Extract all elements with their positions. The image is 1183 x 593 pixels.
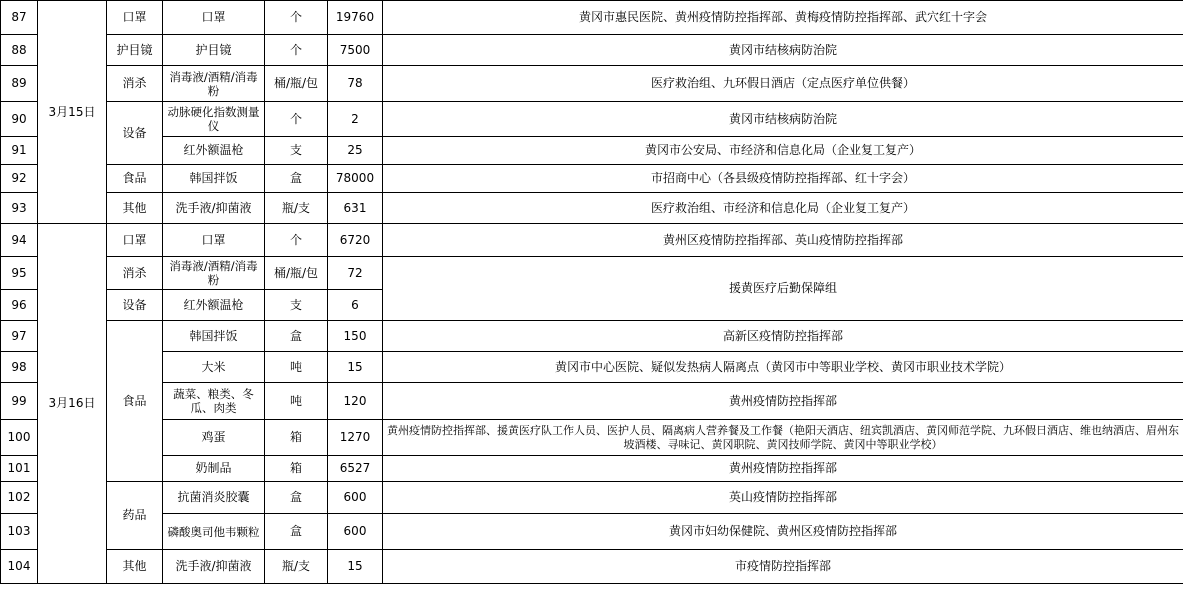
unit-cell: 盒 <box>265 514 328 550</box>
quantity-cell: 72 <box>328 257 383 290</box>
unit-cell: 桶/瓶/包 <box>265 257 328 290</box>
unit-cell: 吨 <box>265 383 328 420</box>
table-row <box>1 456 1183 482</box>
item-cell: 洗手液/抑菌液 <box>163 550 265 584</box>
category-cell: 设备 <box>107 102 163 165</box>
table-row <box>1 137 1183 165</box>
quantity-cell: 631 <box>328 193 383 224</box>
table-row <box>1 193 1183 224</box>
unit-cell: 盒 <box>265 165 328 193</box>
row-number: 97 <box>1 321 38 352</box>
quantity-cell: 120 <box>328 383 383 420</box>
quantity-cell: 600 <box>328 482 383 514</box>
row-number: 95 <box>1 257 38 290</box>
item-cell: 红外额温枪 <box>163 290 265 321</box>
table-row <box>1 1 1183 35</box>
item-cell: 口罩 <box>163 1 265 35</box>
item-cell: 红外额温枪 <box>163 137 265 165</box>
item-cell: 护目镜 <box>163 35 265 66</box>
unit-cell: 箱 <box>265 456 328 482</box>
unit-cell: 瓶/支 <box>265 193 328 224</box>
recipient-cell: 黄冈市中心医院、疑似发热病人隔离点（黄冈市中等职业学校、黄冈市职业技术学院） <box>383 352 1183 383</box>
quantity-cell: 19760 <box>328 1 383 35</box>
unit-cell: 盒 <box>265 321 328 352</box>
row-number: 93 <box>1 193 38 224</box>
row-number: 89 <box>1 66 38 102</box>
quantity-cell: 15 <box>328 550 383 584</box>
item-cell: 蔬菜、粮类、冬瓜、肉类 <box>163 383 265 420</box>
quantity-cell: 15 <box>328 352 383 383</box>
row-number: 102 <box>1 482 38 514</box>
table-row <box>1 165 1183 193</box>
recipient-cell: 黄冈市惠民医院、黄州疫情防控指挥部、黄梅疫情防控指挥部、武穴红十字会 <box>383 1 1183 35</box>
row-number: 103 <box>1 514 38 550</box>
recipient-cell: 黄州疫情防控指挥部、援黄医疗队工作人员、医护人员、隔离病人营养餐及工作餐（艳阳天酒店、纽宾凯酒店、黄冈师范学院、九环假日酒店、维也纳酒店、眉州东坡酒楼、寻味记、黄冈职院、黄冈技师学院、黄冈中等职业学校） <box>383 420 1183 456</box>
recipient-cell: 黄冈市结核病防治院 <box>383 102 1183 137</box>
row-number: 98 <box>1 352 38 383</box>
quantity-cell: 7500 <box>328 35 383 66</box>
item-cell: 奶制品 <box>163 456 265 482</box>
quantity-cell: 150 <box>328 321 383 352</box>
row-number: 91 <box>1 137 38 165</box>
unit-cell: 个 <box>265 102 328 137</box>
quantity-cell: 25 <box>328 137 383 165</box>
table-row <box>1 35 1183 66</box>
recipient-cell: 黄冈市妇幼保健院、黄州区疫情防控指挥部 <box>383 514 1183 550</box>
quantity-cell: 78 <box>328 66 383 102</box>
unit-cell: 瓶/支 <box>265 550 328 584</box>
row-number: 101 <box>1 456 38 482</box>
recipient-cell: 黄州疫情防控指挥部 <box>383 456 1183 482</box>
row-number: 88 <box>1 35 38 66</box>
table-row <box>1 257 1183 290</box>
unit-cell: 盒 <box>265 482 328 514</box>
unit-cell: 吨 <box>265 352 328 383</box>
item-cell: 动脉硬化指数测量仪 <box>163 102 265 137</box>
table-row <box>1 66 1183 102</box>
category-cell: 消杀 <box>107 257 163 290</box>
item-cell: 韩国拌饭 <box>163 165 265 193</box>
category-cell: 药品 <box>107 482 163 550</box>
row-number: 100 <box>1 420 38 456</box>
table-row <box>1 352 1183 383</box>
table-row <box>1 224 1183 257</box>
category-cell: 食品 <box>107 321 163 482</box>
table-row <box>1 321 1183 352</box>
category-cell: 护目镜 <box>107 35 163 66</box>
quantity-cell: 6 <box>328 290 383 321</box>
quantity-cell: 1270 <box>328 420 383 456</box>
table-row <box>1 514 1183 550</box>
recipient-cell: 黄州疫情防控指挥部 <box>383 383 1183 420</box>
table-row <box>1 482 1183 514</box>
row-number: 99 <box>1 383 38 420</box>
table-row <box>1 102 1183 137</box>
category-cell: 其他 <box>107 193 163 224</box>
quantity-cell: 2 <box>328 102 383 137</box>
item-cell: 鸡蛋 <box>163 420 265 456</box>
date-cell: 3月16日 <box>38 224 107 584</box>
quantity-cell: 600 <box>328 514 383 550</box>
recipient-cell: 援黄医疗后勤保障组 <box>383 257 1183 321</box>
recipient-cell: 黄州区疫情防控指挥部、英山疫情防控指挥部 <box>383 224 1183 257</box>
recipient-cell: 医疗救治组、九环假日酒店（定点医疗单位供餐） <box>383 66 1183 102</box>
row-number: 104 <box>1 550 38 584</box>
item-cell: 磷酸奥司他韦颗粒 <box>163 514 265 550</box>
unit-cell: 支 <box>265 290 328 321</box>
unit-cell: 个 <box>265 1 328 35</box>
quantity-cell: 78000 <box>328 165 383 193</box>
item-cell: 消毒液/酒精/消毒粉 <box>163 66 265 102</box>
item-cell: 大米 <box>163 352 265 383</box>
category-cell: 口罩 <box>107 224 163 257</box>
item-cell: 抗菌消炎胶囊 <box>163 482 265 514</box>
recipient-cell: 高新区疫情防控指挥部 <box>383 321 1183 352</box>
date-cell: 3月15日 <box>38 1 107 224</box>
table-row <box>1 383 1183 420</box>
row-number: 92 <box>1 165 38 193</box>
item-cell: 消毒液/酒精/消毒粉 <box>163 257 265 290</box>
unit-cell: 支 <box>265 137 328 165</box>
table-row <box>1 550 1183 584</box>
recipient-cell: 英山疫情防控指挥部 <box>383 482 1183 514</box>
unit-cell: 桶/瓶/包 <box>265 66 328 102</box>
category-cell: 设备 <box>107 290 163 321</box>
unit-cell: 个 <box>265 224 328 257</box>
item-cell: 口罩 <box>163 224 265 257</box>
recipient-cell: 黄冈市结核病防治院 <box>383 35 1183 66</box>
category-cell: 其他 <box>107 550 163 584</box>
recipient-cell: 市招商中心（各县级疫情防控指挥部、红十字会） <box>383 165 1183 193</box>
table-row <box>1 420 1183 456</box>
unit-cell: 箱 <box>265 420 328 456</box>
row-number: 87 <box>1 1 38 35</box>
category-cell: 食品 <box>107 165 163 193</box>
recipient-cell: 黄冈市公安局、市经济和信息化局（企业复工复产） <box>383 137 1183 165</box>
row-number: 94 <box>1 224 38 257</box>
quantity-cell: 6527 <box>328 456 383 482</box>
quantity-cell: 6720 <box>328 224 383 257</box>
row-number: 90 <box>1 102 38 137</box>
item-cell: 洗手液/抑菌液 <box>163 193 265 224</box>
row-number: 96 <box>1 290 38 321</box>
unit-cell: 个 <box>265 35 328 66</box>
category-cell: 消杀 <box>107 66 163 102</box>
recipient-cell: 市疫情防控指挥部 <box>383 550 1183 584</box>
item-cell: 韩国拌饭 <box>163 321 265 352</box>
category-cell: 口罩 <box>107 1 163 35</box>
recipient-cell: 医疗救治组、市经济和信息化局（企业复工复产） <box>383 193 1183 224</box>
